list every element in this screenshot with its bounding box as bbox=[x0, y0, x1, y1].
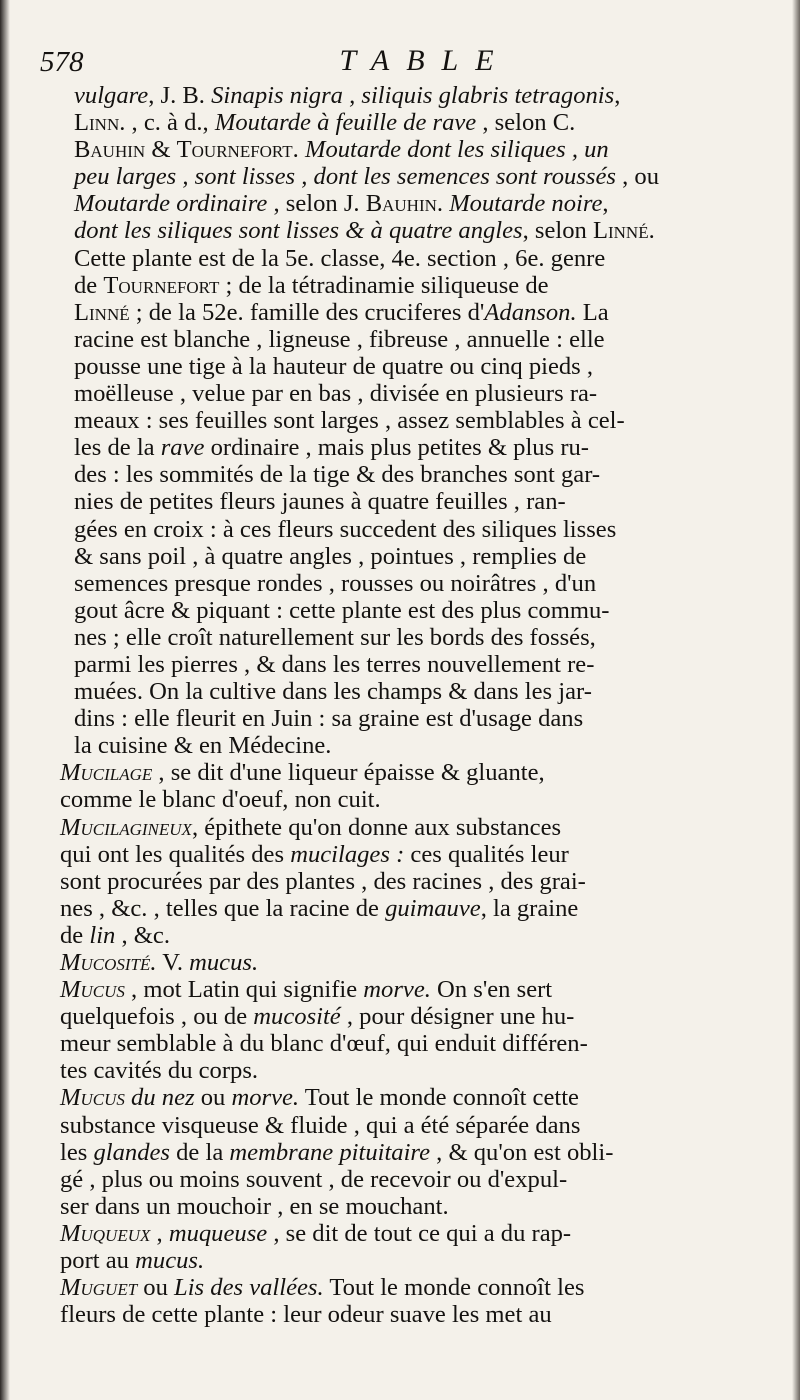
text-run: dont les siliques sont lisses & à quatre angles bbox=[74, 217, 523, 245]
text-run: quelquefois , ou de bbox=[60, 1003, 254, 1031]
text-line bbox=[60, 1192, 760, 1220]
text-run: , & qu'on est obli- bbox=[430, 1138, 614, 1166]
text-run: On s'en sert bbox=[430, 976, 553, 1004]
text-run: ; de la tétradinamie siliqueuse de bbox=[219, 271, 549, 299]
text-line bbox=[74, 272, 760, 299]
text-run: fleurs de cette plante : leur odeur suave les met au bbox=[60, 1301, 552, 1329]
text-line bbox=[60, 1274, 760, 1302]
text-run: gé , plus ou moins souvent , de recevoir ou d'expul- bbox=[60, 1165, 568, 1193]
text-run: ; de la 52e. famille des cruciferes d' bbox=[129, 298, 485, 326]
text-run: les de la bbox=[74, 434, 161, 462]
text-run: des : les sommités de la tige & des branches sont gar- bbox=[74, 461, 601, 489]
headword: Muguet bbox=[60, 1274, 138, 1302]
text-run: la cuisine & en Médecine. bbox=[74, 732, 332, 760]
text-run: muées. On la cultive dans les champs & dans les jar- bbox=[74, 678, 592, 706]
text-run: Lis des vallées. bbox=[174, 1274, 324, 1302]
text-run: moëlleuse , velue par en bas , divisée en plusieurs ra- bbox=[74, 380, 598, 408]
text-line bbox=[60, 1165, 760, 1193]
text-line bbox=[60, 1084, 760, 1112]
text-run: ser dans un mouchoir , en se mouchant. bbox=[60, 1192, 449, 1220]
text-line bbox=[60, 894, 760, 922]
text-line bbox=[60, 976, 760, 1004]
text-line bbox=[74, 651, 760, 678]
text-run: Adanson. bbox=[484, 298, 577, 326]
text-run: Moutarde ordinaire bbox=[74, 190, 268, 218]
text-run: , bbox=[150, 1219, 169, 1247]
text-run: Tout le monde connoît les bbox=[323, 1274, 585, 1302]
text-run: Sinapis nigra , siliquis glabris tetragonis bbox=[211, 82, 615, 109]
dictionary-entry bbox=[60, 814, 760, 949]
text-line bbox=[74, 245, 760, 272]
body-text bbox=[60, 82, 760, 1328]
text-run: Tout le monde connoît cette bbox=[299, 1084, 579, 1112]
text-line bbox=[74, 109, 760, 136]
text-line bbox=[74, 217, 760, 244]
text-run: mucus. bbox=[189, 949, 259, 976]
text-line bbox=[60, 1030, 760, 1058]
text-run: Linné. bbox=[592, 217, 655, 245]
text-run: de la bbox=[169, 1138, 230, 1166]
text-run: du nez bbox=[131, 1084, 195, 1112]
text-line bbox=[74, 380, 760, 407]
text-run: glandes bbox=[93, 1138, 170, 1166]
text-run: tes cavités du corps. bbox=[60, 1057, 259, 1085]
text-run: nes ; elle croît naturellement sur les bords des fossés, bbox=[74, 623, 596, 651]
text-run: ces qualités leur bbox=[404, 840, 569, 868]
text-line bbox=[60, 1219, 760, 1247]
text-line bbox=[74, 434, 760, 461]
text-run: ordinaire , mais plus petites & plus ru- bbox=[204, 434, 589, 462]
text-run: , la graine bbox=[480, 894, 579, 922]
text-run: Bauhin. bbox=[365, 190, 444, 218]
headword: Mucilage bbox=[60, 759, 153, 787]
text-run: , pour désigner une hu- bbox=[340, 1003, 575, 1031]
text-run: , selon bbox=[522, 217, 593, 245]
text-run: , bbox=[602, 190, 609, 218]
headword: Mucus bbox=[60, 976, 125, 1004]
text-line bbox=[74, 299, 760, 326]
text-run: semences presque rondes , rousses ou noirâtres , d'un bbox=[74, 569, 597, 597]
text-run: ou bbox=[137, 1274, 175, 1302]
text-run: Tournefort bbox=[103, 271, 220, 299]
text-run: , J. B. bbox=[148, 82, 212, 109]
text-run: , mot Latin qui signifie bbox=[124, 976, 364, 1004]
text-line bbox=[74, 353, 760, 380]
text-run: , épithete qu'on donne aux substances bbox=[191, 813, 562, 841]
text-run: de bbox=[74, 271, 104, 299]
text-run: mucus. bbox=[135, 1247, 205, 1275]
text-run: Moutarde dont les siliques , un bbox=[304, 136, 609, 164]
headword: Muqueux bbox=[60, 1219, 151, 1247]
text-run: gout âcre & piquant : cette plante est des plus commu- bbox=[74, 596, 610, 624]
text-run: La bbox=[576, 298, 609, 326]
text-line bbox=[60, 1247, 760, 1275]
text-run: mucosité bbox=[253, 1003, 341, 1031]
text-line bbox=[74, 407, 760, 434]
text-run: port au bbox=[60, 1247, 136, 1275]
text-line bbox=[60, 759, 760, 787]
text-line bbox=[74, 163, 760, 190]
text-run: vulgare bbox=[74, 82, 149, 109]
text-run: nies de petites fleurs jaunes à quatre feuilles , ran- bbox=[74, 488, 566, 516]
text-run: , &c. bbox=[115, 921, 170, 949]
text-run: , se dit de tout ce qui a du rap- bbox=[267, 1219, 572, 1247]
text-line bbox=[74, 516, 760, 543]
text-run: racine est blanche , ligneuse , fibreuse , annuelle : elle bbox=[74, 325, 605, 353]
text-line bbox=[60, 786, 760, 814]
text-run: meaux : ses feuilles sont larges , assez semblables à cel- bbox=[74, 407, 625, 435]
running-title: TABLE bbox=[339, 44, 511, 77]
text-run: ou bbox=[194, 1084, 232, 1112]
text-line bbox=[60, 867, 760, 895]
text-line bbox=[60, 1057, 760, 1085]
text-run: Moutarde noire bbox=[449, 190, 603, 218]
text-run: lin bbox=[89, 921, 116, 949]
dictionary-entry bbox=[60, 976, 760, 1084]
text-run: Moutarde à feuille de rave bbox=[214, 109, 477, 137]
dictionary-entry bbox=[60, 949, 760, 976]
entry-continuation bbox=[60, 82, 760, 759]
text-line bbox=[74, 705, 760, 732]
page-edge-shadow bbox=[792, 0, 800, 1400]
text-run: Linné bbox=[74, 298, 130, 326]
page-number: 578 bbox=[40, 46, 84, 78]
text-run: sont procurées par des plantes , des racines , des grai- bbox=[60, 867, 586, 895]
text-run: comme le blanc d'oeuf, non cuit. bbox=[60, 786, 381, 814]
text-run: substance visqueuse & fluide , qui a été séparée dans bbox=[60, 1111, 581, 1139]
text-line bbox=[74, 543, 760, 570]
text-run: peu larges , sont lisses , dont les semences sont roussés bbox=[74, 163, 616, 191]
dictionary-entry bbox=[60, 1220, 760, 1274]
headword: Mucus bbox=[60, 1084, 125, 1112]
text-run: & sans poil , à quatre angles , pointues , remplies de bbox=[74, 542, 587, 570]
text-run: V. bbox=[156, 949, 190, 976]
text-line bbox=[74, 82, 760, 109]
text-line bbox=[60, 1301, 760, 1329]
text-run: guimauve bbox=[385, 894, 481, 922]
text-run: de bbox=[60, 921, 90, 949]
text-run: morve. bbox=[363, 976, 431, 1004]
text-line bbox=[74, 570, 760, 597]
text-line bbox=[74, 678, 760, 705]
text-line bbox=[74, 190, 760, 217]
page-edge-shadow bbox=[0, 0, 10, 1400]
text-run: membrane pituitaire bbox=[229, 1138, 430, 1166]
text-run: , ou bbox=[615, 163, 659, 191]
text-line bbox=[60, 1111, 760, 1139]
text-run: muqueuse bbox=[168, 1219, 268, 1247]
text-run: dins : elle fleurit en Juin : sa graine est d'usage dans bbox=[74, 705, 584, 733]
text-run: mucilages : bbox=[290, 840, 405, 868]
text-run: Cette plante est de la 5e. classe, 4e. section , 6e. genre bbox=[74, 244, 606, 272]
headword: Mucosité. bbox=[60, 949, 157, 976]
text-line bbox=[74, 597, 760, 624]
dictionary-entry bbox=[60, 759, 760, 813]
text-run: & bbox=[145, 136, 177, 164]
text-run: les bbox=[60, 1138, 94, 1166]
dictionary-entry bbox=[60, 1084, 760, 1219]
text-run: , se dit d'une liqueur épaisse & gluante, bbox=[152, 759, 545, 787]
text-line bbox=[60, 1003, 760, 1031]
text-run: Bauhin bbox=[74, 136, 146, 164]
text-run: , selon J. bbox=[267, 190, 366, 218]
text-line bbox=[74, 488, 760, 515]
text-line bbox=[60, 921, 760, 949]
text-run: meur semblable à du blanc d'œuf, qui enduit différen- bbox=[60, 1030, 588, 1058]
text-line bbox=[60, 1138, 760, 1166]
text-line bbox=[74, 136, 760, 163]
text-run: qui ont les qualités des bbox=[60, 840, 291, 868]
text-run: nes , &c. , telles que la racine de bbox=[60, 894, 386, 922]
dictionary-entry bbox=[60, 1274, 760, 1328]
text-run: rave bbox=[160, 434, 205, 462]
text-line bbox=[60, 813, 760, 841]
text-run: pousse une tige à la hauteur de quatre ou cinq pieds , bbox=[74, 352, 594, 380]
text-run: , selon C. bbox=[476, 109, 576, 137]
text-line bbox=[60, 840, 760, 868]
text-run: , c. à d., bbox=[125, 109, 215, 137]
text-run: gées en croix : à ces fleurs succedent des siliques lisses bbox=[74, 515, 617, 543]
page-header bbox=[40, 42, 760, 82]
text-run: Linn. bbox=[74, 109, 126, 137]
text-run: Tournefort. bbox=[176, 136, 299, 164]
text-line bbox=[74, 461, 760, 488]
text-line bbox=[74, 732, 760, 759]
text-run: parmi les pierres , & dans les terres nouvellement re- bbox=[74, 650, 595, 678]
text-run: morve. bbox=[231, 1084, 300, 1112]
headword: Mucilagineux bbox=[60, 813, 192, 841]
text-line bbox=[60, 949, 760, 976]
text-line bbox=[74, 326, 760, 353]
text-line bbox=[74, 624, 760, 651]
text-run: , bbox=[614, 82, 621, 109]
